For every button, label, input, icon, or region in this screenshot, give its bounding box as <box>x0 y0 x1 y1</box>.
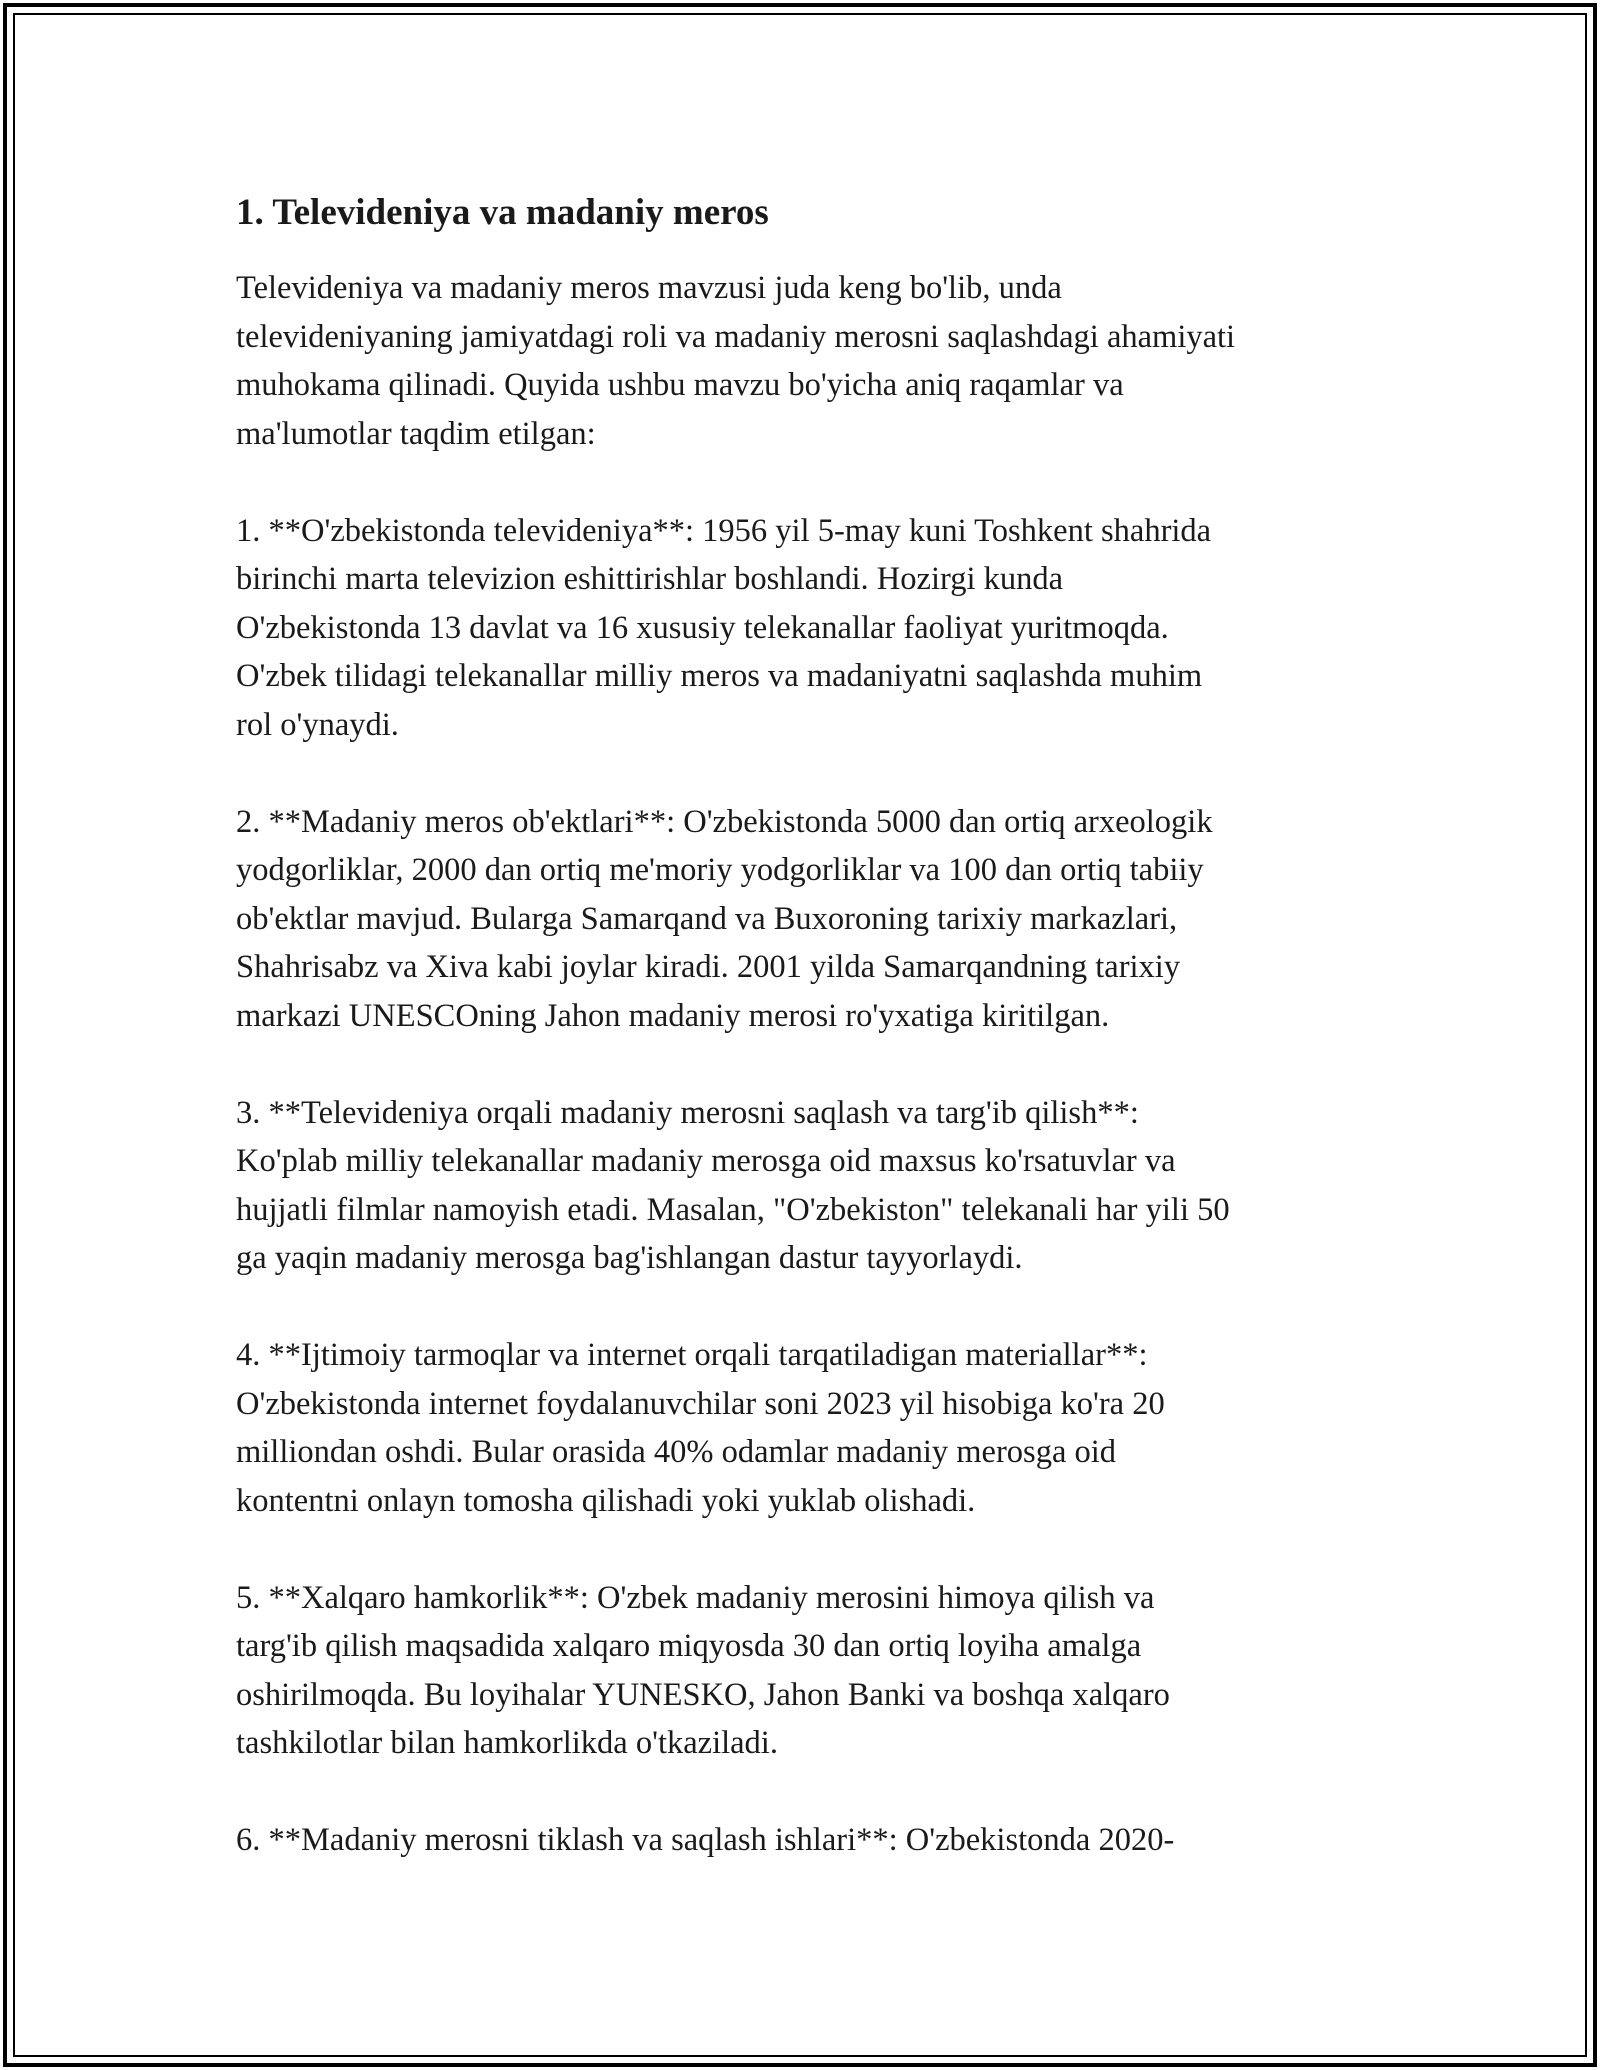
list-item-international-cooperation: 5. **Xalqaro hamkorlik**: O'zbek madaniy merosini himoya qilish va targ'ib qilish maqsadida xalqaro miqyosda 30 dan ortiq loyiha amalga oshirilmoqda. Bu loyihalar YUNESKO, Jahon Banki va boshqa xalqaro tashkilotlar bilan hamkorlikda o'tkaziladi. <box>236 1579 1170 1761</box>
list-item-social-networks: 4. **Ijtimoiy tarmoqlar va internet orqali tarqatiladigan materiallar**: O'zbekistonda internet foydalanuvchilar soni 2023 yil hisobiga ko'ra 20 milliondan oshdi. Bular orasida 40% odamlar madaniy merosga oid kontentni onlayn tomosha qilishadi yoki yuklab olishadi. <box>236 1337 1165 1519</box>
list-item-television: 1. **O'zbekistonda televideniya**: 1956 yil 5-may kuni Toshkent shahrida birinchi marta televizion eshittirishlar boshlandi. Hozirgi kunda O'zbekistonda 13 davlat va 16 xususiy telekanallar faoliyat yuritmoqda. O'zbek tilidagi telekanallar milliy meros va madaniyatni saqlashda muhim rol o'ynaydi. <box>236 512 1212 743</box>
paragraph-spacer <box>236 1283 1376 1332</box>
paragraph-spacer <box>236 1040 1376 1089</box>
section-heading: 1. Televideniya va madaniy meros <box>236 192 769 233</box>
paragraph-spacer <box>236 458 1376 507</box>
list-item-tv-preservation: 3. **Televideniya orqali madaniy merosni saqlash va targ'ib qilish**: Ko'plab milliy telekanallar madaniy merosga oid maxsus ko'rsatuvlar va hujjatli filmlar namoyish etadi. Masalan, "O'zbekiston" telekanali har yili 50 ga yaqin madaniy merosga bag'ishlangan dastur tayyorlaydi. <box>236 1094 1230 1276</box>
intro-paragraph: Televideniya va madaniy meros mavzusi juda keng bo'lib, unda televideniyaning jamiyatdagi roli va madaniy merosni saqlashdagi ahamiyati muhokama qilinadi. Quyida ushbu mavzu bo'yicha aniq raqamlar va ma'lumotlar taqdim etilgan: <box>236 270 1236 452</box>
paragraph-spacer <box>236 1525 1376 1574</box>
document-body <box>236 184 1376 1865</box>
list-item-heritage-objects: 2. **Madaniy meros ob'ektlari**: O'zbekistonda 5000 dan ortiq arxeologik yodgorliklar, 2000 dan ortiq me'moriy yodgorliklar va 100 dan ortiq tabiiy ob'ektlar mavjud. Bularga Samarqand va Buxoroning tarixiy markazlari, Shahrisabz va Xiva kabi joylar kiradi. 2001 yilda Samarqandning tarixiy markazi UNESCOning Jahon madaniy merosi ro'yxatiga kiritilgan. <box>236 803 1213 1034</box>
list-item-restoration: 6. **Madaniy merosni tiklash va saqlash ishlari**: O'zbekistonda 2020- <box>236 1822 1175 1858</box>
paragraph-spacer <box>236 1768 1376 1817</box>
paragraph-spacer <box>236 749 1376 798</box>
